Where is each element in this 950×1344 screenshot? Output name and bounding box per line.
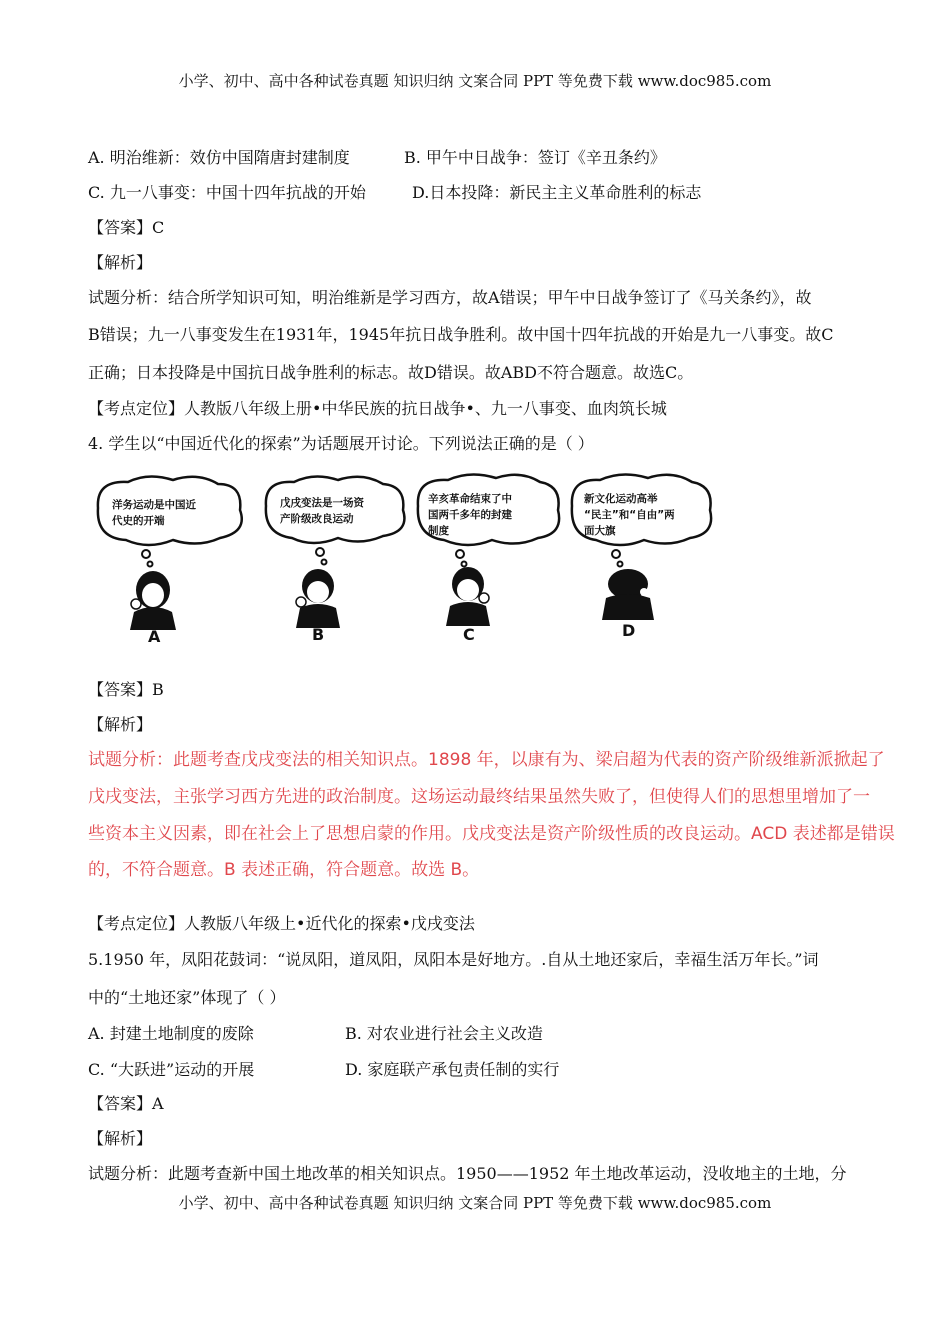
q3-analysis-line: 试题分析：结合所学知识可知，明治维新是学习西方，故A错误；甲午中日战争签订了《马关条约》，故: [88, 288, 812, 307]
caption-c: C: [463, 625, 475, 644]
caption-b: B: [312, 625, 325, 644]
thought-bubble-d: [572, 474, 711, 566]
q4-cartoon-figure: [88, 470, 878, 650]
bubble-d-line2: “民主”和“自由”两: [584, 509, 675, 521]
bubble-b-line2: 产阶级改良运动: [280, 513, 354, 525]
thought-bubble-a: [98, 476, 242, 566]
q5-option-c: C. “大跃进”运动的开展: [88, 1060, 255, 1079]
q3-answer: 【答案】C: [88, 218, 165, 237]
q3-point: 【考点定位】人教版八年级上册•中华民族的抗日战争•、九一八事变、血肉筑长城: [88, 399, 667, 418]
q4-point: 【考点定位】人教版八年级上•近代化的探索•戊戌变法: [88, 914, 475, 933]
q3-option-a: A. 明治维新：效仿中国隋唐封建制度: [88, 148, 350, 167]
bubble-d-line3: 面大旗: [584, 525, 616, 537]
q3-analysis-line: 正确；日本投降是中国抗日战争胜利的标志。故D错误。故ABD不符合题意。故选C。: [88, 363, 694, 382]
q5-question-line2: 中的“土地还家”体现了（ ）: [88, 988, 286, 1007]
q3-option-d: D.日本投降：新民主主义革命胜利的标志: [412, 183, 702, 202]
q4-analysis-label: 【解析】: [88, 715, 153, 734]
bubble-c-line2: 国两千多年的封建: [428, 509, 512, 521]
child-d-figure: [602, 569, 654, 620]
caption-a: A: [148, 627, 161, 646]
q4-question: 4. 学生以“中国近代化的探索”为话题展开讨论。下列说法正确的是（ ）: [88, 434, 594, 453]
caption-d: D: [622, 621, 636, 640]
page-header: 小学、初中、高中各种试卷真题 知识归纳 文案合同 PPT 等免费下载 www.doc985.com: [178, 72, 772, 90]
bubble-b-line1: 戊戌变法是一场资: [280, 497, 364, 509]
q4-analysis-line: 试题分析：此题考查戊戌变法的相关知识点。1898 年，以康有为、梁启超为代表的资产阶级维新派掀起了: [88, 750, 885, 770]
q5-option-b: B. 对农业进行社会主义改造: [345, 1024, 543, 1043]
q4-analysis-line: 些资本主义因素，即在社会上了思想启蒙的作用。戊戌变法是资产阶级性质的改良运动。ACD 表述都是错误: [88, 824, 895, 844]
q5-answer: 【答案】A: [88, 1094, 164, 1113]
q5-question-line1: 5.1950 年，凤阳花鼓词：“说凤阳，道凤阳，凤阳本是好地方。.自从土地还家后，幸福生活万年长。”词: [88, 950, 819, 969]
child-c-figure: [446, 567, 490, 626]
q3-option-b: B. 甲午中日战争：签订《辛丑条约》: [404, 148, 666, 167]
q4-answer: 【答案】B: [88, 680, 164, 699]
bubble-a-line2: 代史的开端: [112, 515, 165, 527]
q4-analysis-line: 戊戌变法，主张学习西方先进的政治制度。这场运动最终结果虽然失败了，但使得人们的思想里增加了一: [88, 787, 870, 807]
bubble-c-line1: 辛亥革命结束了中: [428, 493, 512, 505]
thought-bubble-c: [418, 474, 559, 566]
child-a-figure: [130, 571, 176, 630]
q3-option-c: C. 九一八事变：中国十四年抗战的开始: [88, 183, 366, 202]
q3-analysis-label: 【解析】: [88, 253, 153, 272]
q5-option-d: D. 家庭联产承包责任制的实行: [345, 1060, 560, 1079]
q5-analysis-label: 【解析】: [88, 1129, 153, 1148]
bubble-d-line1: 新文化运动高举: [584, 493, 658, 505]
q5-option-a: A. 封建土地制度的废除: [88, 1024, 254, 1043]
bubble-a-line1: 洋务运动是中国近: [112, 499, 196, 511]
q4-analysis-line: 的，不符合题意。B 表述正确，符合题意。故选 B。: [88, 860, 480, 880]
q3-analysis-line: B错误；九一八事变发生在1931年，1945年抗日战争胜利。故中国十四年抗战的开始是九一八事变。故C: [88, 325, 834, 344]
bubble-c-line3: 制度: [428, 525, 449, 537]
page-footer: 小学、初中、高中各种试卷真题 知识归纳 文案合同 PPT 等免费下载 www.doc985.com: [178, 1194, 772, 1212]
thought-bubble-b: [266, 476, 405, 564]
child-b-figure: [296, 569, 340, 628]
q5-analysis-line: 试题分析：此题考查新中国土地改革的相关知识点。1950——1952 年土地改革运动，没收地主的土地，分: [88, 1164, 847, 1183]
